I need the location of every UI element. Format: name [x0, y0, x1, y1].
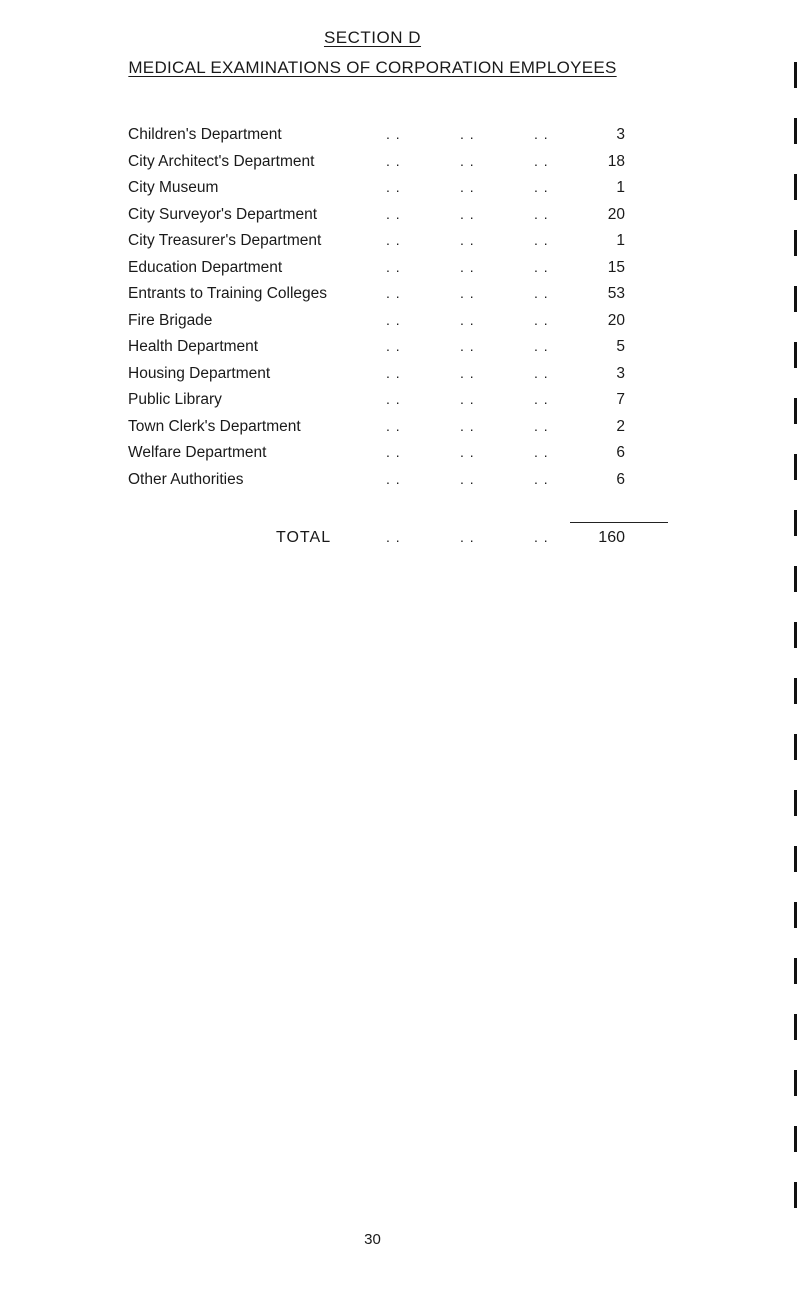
scan-edge-marks — [787, 0, 801, 1302]
leader-dots: . . — [386, 258, 401, 275]
leader-dots: . . — [460, 152, 475, 169]
leader-dots: . . — [534, 205, 549, 222]
edge-mark — [794, 678, 797, 704]
leader-dots: . . — [534, 311, 549, 328]
leader-dots: . . — [460, 391, 475, 407]
row-value: 3 — [616, 126, 625, 143]
edge-mark — [794, 230, 797, 256]
leader-dots: . . — [386, 417, 401, 434]
edge-mark — [794, 566, 797, 592]
leader-dots: . . — [534, 470, 549, 487]
table-row — [128, 312, 648, 339]
row-value: 1 — [616, 232, 625, 249]
row-label: City Surveyor's Department — [128, 205, 318, 223]
table-row — [128, 232, 648, 259]
table-row — [128, 259, 648, 286]
section-heading — [0, 28, 745, 48]
leader-dots: . . — [460, 444, 475, 460]
row-label: Fire Brigade — [128, 311, 213, 329]
row-label: City Museum — [128, 179, 219, 196]
edge-mark — [794, 342, 797, 368]
leader-dots: . . — [460, 470, 475, 487]
row-value: 53 — [607, 285, 625, 302]
row-value: 5 — [616, 338, 625, 355]
page-number: 30 — [364, 1231, 381, 1248]
edge-mark — [794, 1070, 797, 1096]
total-row — [128, 529, 648, 555]
edge-mark — [794, 286, 797, 312]
row-value: 20 — [607, 311, 625, 329]
edge-mark — [794, 846, 797, 872]
table-row — [128, 391, 648, 418]
leader-dots: . . — [386, 311, 401, 328]
leader-dots: . . — [534, 126, 549, 142]
leader-dots: . . — [534, 232, 549, 248]
total-value: 160 — [598, 529, 625, 546]
leader-dots: . . — [534, 338, 549, 354]
leader-dots: . . — [386, 126, 401, 142]
leader-dots: . . — [386, 152, 401, 169]
row-label: Public Library — [128, 391, 222, 408]
table-row — [128, 126, 648, 153]
edge-mark — [794, 958, 797, 984]
leader-dots: . . — [460, 338, 475, 354]
edge-mark — [794, 790, 797, 816]
leader-dots: . . — [386, 232, 401, 248]
page-title — [0, 58, 745, 78]
table-row — [128, 179, 648, 206]
edge-mark — [794, 118, 797, 144]
table-row — [128, 444, 648, 471]
leader-dots: . . — [460, 232, 475, 248]
leader-dots: . . — [534, 391, 549, 407]
table-row — [128, 365, 648, 392]
edge-mark — [794, 62, 797, 88]
leader-dots: . . — [460, 126, 475, 142]
leader-dots: . . — [386, 529, 401, 545]
examinations-table — [128, 126, 648, 497]
leader-dots: . . — [460, 205, 475, 222]
edge-mark — [794, 174, 797, 200]
leader-dots: . . — [460, 529, 475, 545]
leader-dots: . . — [386, 470, 401, 487]
edge-mark — [794, 1014, 797, 1040]
edge-mark — [794, 734, 797, 760]
row-value: 6 — [616, 470, 625, 488]
edge-mark — [794, 902, 797, 928]
leader-dots: . . — [460, 179, 475, 195]
leader-dots: . . — [460, 285, 475, 301]
leader-dots: . . — [534, 285, 549, 301]
row-label: Other Authorities — [128, 470, 244, 488]
row-value: 18 — [607, 152, 625, 170]
table-row — [128, 206, 648, 233]
leader-dots: . . — [386, 364, 401, 381]
leader-dots: . . — [534, 444, 549, 460]
leader-dots: . . — [386, 391, 401, 407]
row-label: Health Department — [128, 338, 259, 355]
leader-dots: . . — [460, 258, 475, 275]
row-value: 15 — [607, 258, 625, 276]
leader-dots: . . — [386, 179, 401, 195]
row-label: Town Clerk's Department — [128, 417, 301, 435]
total-label: TOTAL — [276, 529, 332, 546]
leader-dots: . . — [386, 205, 401, 222]
leader-dots: . . — [534, 152, 549, 169]
section-heading-text: SECTION D — [323, 28, 422, 47]
row-value: 2 — [616, 417, 625, 435]
leader-dots: . . — [386, 285, 401, 301]
edge-mark — [794, 510, 797, 536]
row-label: Housing Department — [128, 364, 271, 382]
row-label: Children's Department — [128, 126, 282, 143]
row-label: City Treasurer's Department — [128, 232, 322, 249]
row-value: 3 — [616, 364, 625, 382]
table-row — [128, 418, 648, 445]
row-value: 20 — [607, 205, 625, 223]
table-row — [128, 338, 648, 365]
table-row — [128, 471, 648, 498]
table-row — [128, 285, 648, 312]
edge-mark — [794, 398, 797, 424]
leader-dots: . . — [460, 311, 475, 328]
row-label: Welfare Department — [128, 444, 267, 461]
row-label: Entrants to Training Colleges — [128, 285, 328, 302]
table-row — [128, 153, 648, 180]
row-value: 6 — [616, 444, 625, 461]
leader-dots: . . — [534, 417, 549, 434]
page-title-text: MEDICAL EXAMINATIONS OF CORPORATION EMPLOYEES — [128, 58, 617, 77]
leader-dots: . . — [534, 529, 549, 545]
total-rule — [570, 522, 668, 523]
leader-dots: . . — [386, 444, 401, 460]
leader-dots: . . — [386, 338, 401, 354]
leader-dots: . . — [534, 179, 549, 195]
edge-mark — [794, 622, 797, 648]
leader-dots: . . — [460, 417, 475, 434]
row-label: Education Department — [128, 258, 283, 276]
row-value: 1 — [616, 179, 625, 196]
leader-dots: . . — [534, 258, 549, 275]
edge-mark — [794, 1126, 797, 1152]
row-value: 7 — [616, 391, 625, 408]
leader-dots: . . — [534, 364, 549, 381]
row-label: City Architect's Department — [128, 152, 315, 170]
edge-mark — [794, 1182, 797, 1208]
leader-dots: . . — [460, 364, 475, 381]
edge-mark — [794, 454, 797, 480]
